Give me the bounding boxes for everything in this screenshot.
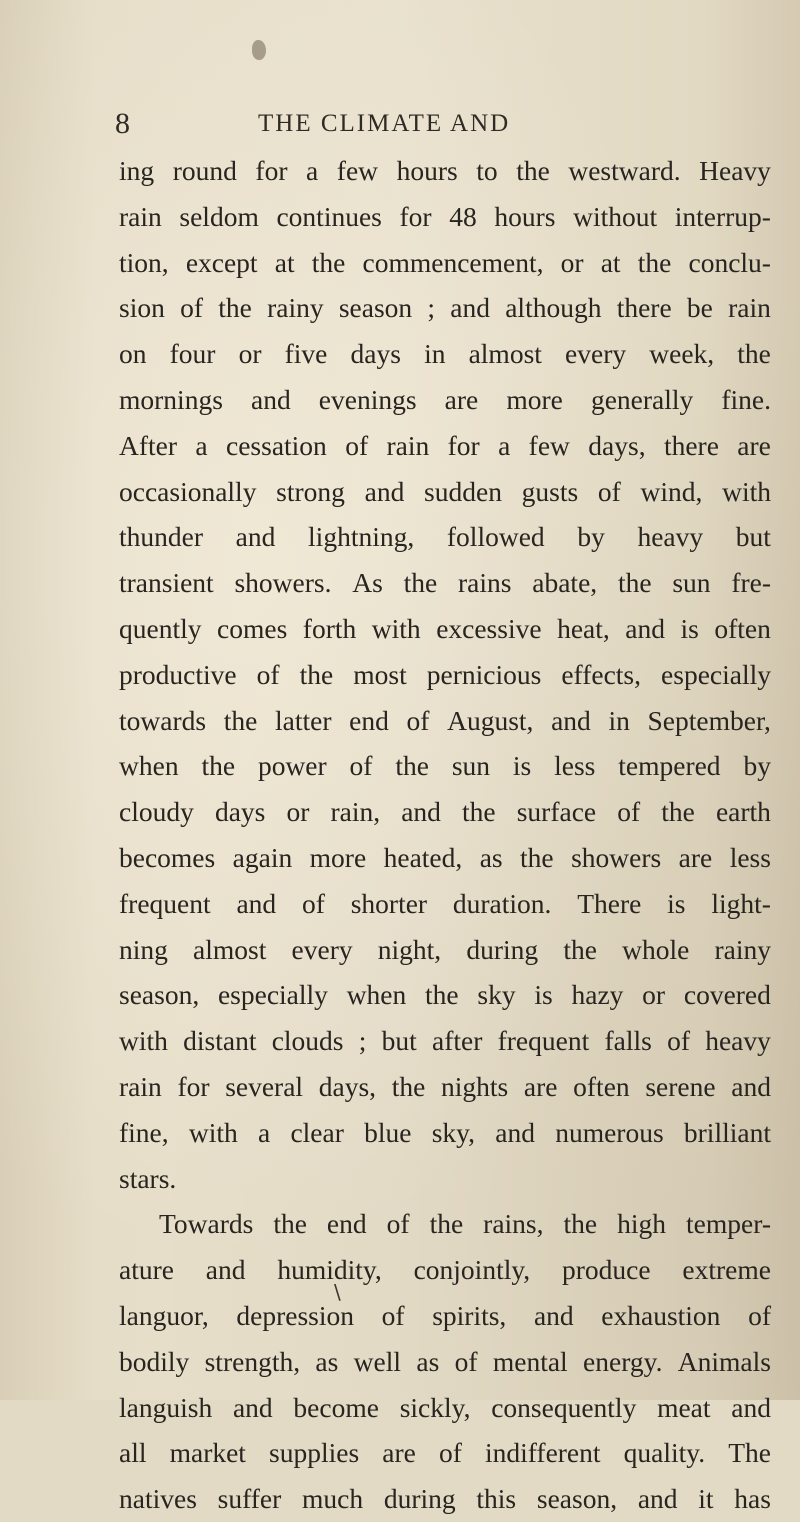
text-line: mornings and evenings are more generally fine. [119, 383, 771, 415]
text-line: frequent and of shorter duration. There is light- [119, 887, 771, 919]
text-line: cloudy days or rain, and the surface of the earth [119, 796, 771, 828]
printer-mark: \ [334, 1280, 341, 1304]
text-line: ature and humidity, conjointly, produce extreme [119, 1254, 771, 1286]
text-line: languor, depression of spirits, and exhaustion of [119, 1299, 771, 1331]
text-line: when the power of the sun is less tempered by [119, 750, 771, 782]
page-header [0, 104, 800, 144]
text-line: transient showers. As the rains abate, the sun fre- [119, 567, 771, 599]
text-line: all market supplies are of indifferent quality. The [119, 1437, 771, 1469]
text-line: fine, with a clear blue sky, and numerous brilliant [119, 1116, 771, 1148]
text-line: quently comes forth with excessive heat, and is often [119, 612, 771, 644]
text-line: on four or five days in almost every week, the [119, 338, 771, 370]
text-line: stars. [119, 1162, 177, 1194]
text-line: tion, except at the commencement, or at the conclu- [119, 246, 771, 278]
text-line: After a cessation of rain for a few days, there are [119, 429, 771, 461]
paragraph [119, 148, 771, 1201]
text-line: with distant clouds ; but after frequent falls of heavy [119, 1025, 771, 1057]
running-head: THE CLIMATE AND [258, 110, 511, 137]
body-text [119, 148, 771, 1522]
text-line: productive of the most pernicious effects, especially [119, 658, 771, 690]
ink-speck [252, 40, 266, 60]
page-number: 8 [115, 107, 130, 140]
text-line: ning almost every night, during the whole rainy [119, 933, 771, 965]
text-line: bodily strength, as well as of mental energy. Animals [119, 1345, 771, 1377]
text-line: season, especially when the sky is hazy or covered [119, 979, 771, 1011]
text-line: Towards the end of the rains, the high temper- [159, 1208, 771, 1240]
text-line: sion of the rainy season ; and although there be rain [119, 292, 771, 324]
text-line: languish and become sickly, consequently meat and [119, 1391, 771, 1423]
paragraph [119, 1201, 771, 1522]
text-line: natives suffer much during this season, and it has [119, 1483, 771, 1515]
text-line: ing round for a few hours to the westward. Heavy [119, 155, 771, 186]
text-line: occasionally strong and sudden gusts of wind, with [119, 475, 771, 507]
text-line: rain seldom continues for 48 hours without interrup- [119, 200, 771, 232]
text-line: thunder and lightning, followed by heavy but [119, 521, 771, 553]
text-line: towards the latter end of August, and in September, [119, 704, 771, 736]
text-line: becomes again more heated, as the showers are less [119, 841, 771, 873]
text-line: rain for several days, the nights are often serene and [119, 1070, 771, 1102]
